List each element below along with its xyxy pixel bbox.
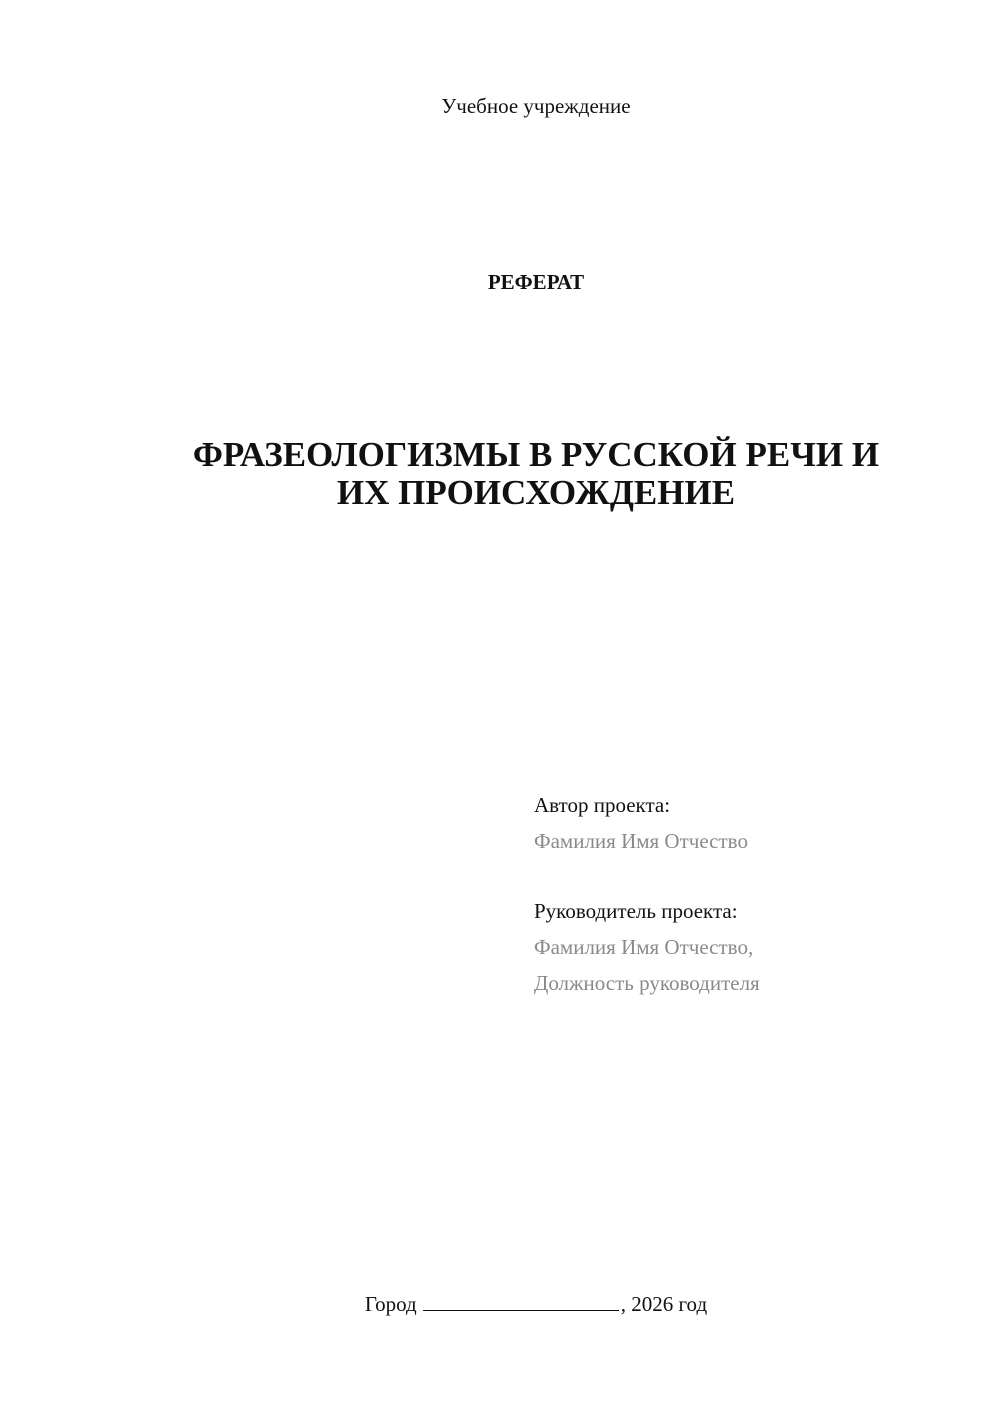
supervisor-position: Должность руководителя — [534, 971, 760, 995]
document-title-line-2: ИХ ПРОИСХОЖДЕНИЕ — [336, 473, 736, 512]
author-block — [534, 787, 954, 859]
supervisor-label: Руководитель проекта: — [534, 899, 738, 923]
supervisor-block — [534, 893, 954, 1001]
document-title-line-1: ФРАЗЕОЛОГИЗМЫ В РУССКОЙ РЕЧИ И — [192, 435, 880, 474]
author-label: Автор проекта: — [534, 793, 671, 817]
document-type: РЕФЕРАТ — [487, 270, 585, 294]
city-year-line — [0, 1290, 1000, 1318]
document-title — [120, 436, 952, 512]
author-name: Фамилия Имя Отчество — [534, 829, 748, 853]
city-label: Город — [364, 1292, 417, 1316]
city-blank-line — [423, 1290, 619, 1311]
supervisor-name: Фамилия Имя Отчество, — [534, 935, 754, 959]
year-text: , 2026 год — [620, 1292, 708, 1316]
institution-name: Учебное учреждение — [441, 94, 631, 118]
